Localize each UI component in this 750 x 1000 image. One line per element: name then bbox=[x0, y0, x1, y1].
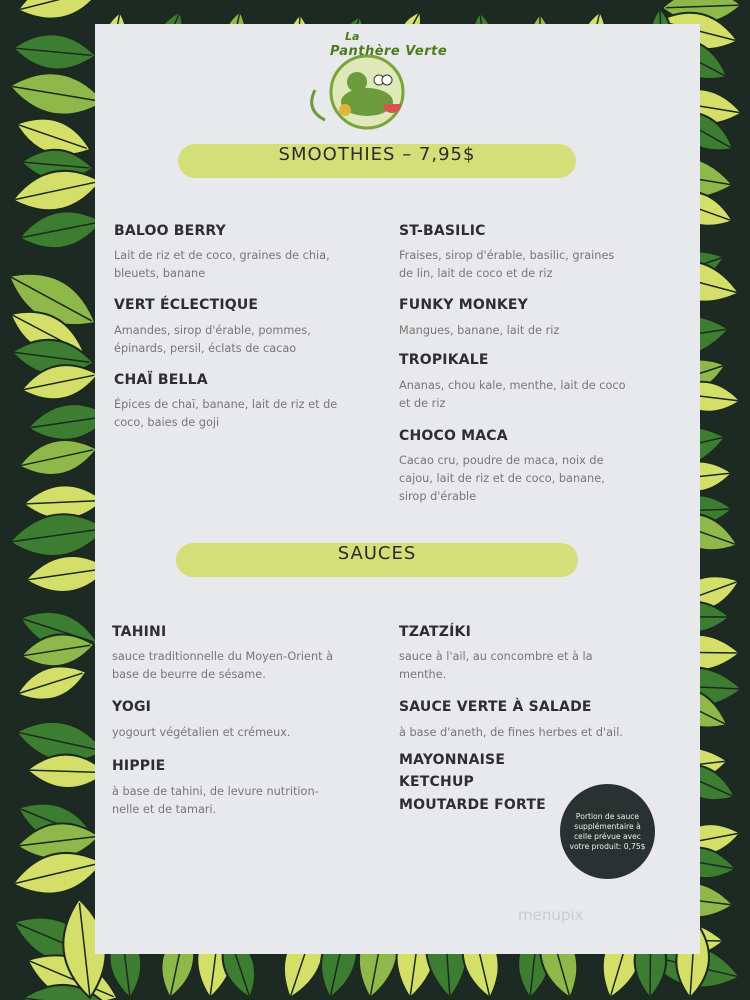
sauce-desc: sauce à l'ail, au concombre et à la menthe. bbox=[399, 650, 593, 681]
sauce-name: TZATZÍKI bbox=[399, 624, 472, 640]
sauce-name: MOUTARDE FORTE bbox=[399, 797, 546, 813]
leaf-icon bbox=[7, 508, 110, 562]
leaf-icon bbox=[16, 204, 106, 255]
sauce-desc: yogourt végétalien et crémeux. bbox=[112, 726, 291, 739]
sauce-name: MAYONNAISE bbox=[399, 752, 506, 768]
leaf-icon bbox=[8, 844, 107, 903]
smoothie-desc: Épices de chaï, banane, lait de riz et de coco, baies de goji bbox=[114, 398, 338, 429]
smoothie-desc: Lait de riz et de coco, graines de chia, bleuets, banane bbox=[114, 249, 330, 280]
smoothie-desc: Mangues, banane, lait de riz bbox=[399, 324, 560, 337]
sauce-name: KETCHUP bbox=[399, 774, 474, 790]
smoothies-title: SMOOTHIES – 7,95$ bbox=[178, 144, 576, 178]
leaf-icon bbox=[6, 66, 108, 122]
smoothie-desc: Ananas, chou kale, menthe, lait de coco et de riz bbox=[399, 379, 626, 410]
sauce-name: SAUCE VERTE À SALADE bbox=[399, 699, 592, 715]
sauces-title: SAUCES bbox=[176, 543, 578, 577]
smoothie-desc: Cacao cru, poudre de maca, noix de cajou, lait de riz et de coco, banane, sirop d'érable bbox=[399, 454, 605, 503]
leaf-icon bbox=[13, 0, 106, 28]
smoothie-name: CHAÏ BELLA bbox=[114, 372, 208, 388]
sauce-name: YOGI bbox=[112, 699, 152, 715]
smoothie-name: ST-BASILIC bbox=[399, 223, 486, 239]
smoothie-name: FUNKY MONKEY bbox=[399, 297, 529, 313]
smoothie-name: BALOO BERRY bbox=[114, 223, 226, 239]
sauce-desc: à base de tahini, de levure nutrition-nelle et de tamari. bbox=[112, 785, 319, 816]
sauce-name: HIPPIE bbox=[112, 758, 166, 774]
extra-sauce-badge bbox=[560, 784, 655, 879]
logo-text-name: Panthère Verte bbox=[330, 44, 448, 59]
sauce-desc: à base d'aneth, de fines herbes et d'ail. bbox=[399, 726, 623, 739]
leaf-icon bbox=[15, 433, 100, 483]
sauce-desc: sauce traditionnelle du Moyen-Orient à base de beurre de sésame. bbox=[112, 650, 334, 681]
watermark: menupix bbox=[518, 906, 584, 924]
smoothie-name: VERT ÉCLECTIQUE bbox=[114, 297, 259, 313]
logo-text-la: La bbox=[345, 30, 360, 43]
extra-sauce-text: Portion de sauce supplémentaire à celle prévue avec votre produit: 0,75$ bbox=[569, 811, 646, 851]
smoothie-desc: Fraises, sirop d'érable, basilic, graines de lin, lait de coco et de riz bbox=[399, 249, 615, 280]
smoothie-desc: Amandes, sirop d'érable, pommes, épinards, persil, éclats de cacao bbox=[114, 324, 311, 355]
smoothie-name: CHOCO MACA bbox=[399, 428, 508, 444]
sauce-name: TAHINI bbox=[112, 624, 167, 640]
leaf-icon bbox=[11, 31, 97, 74]
smoothie-name: TROPIKALE bbox=[399, 352, 489, 368]
